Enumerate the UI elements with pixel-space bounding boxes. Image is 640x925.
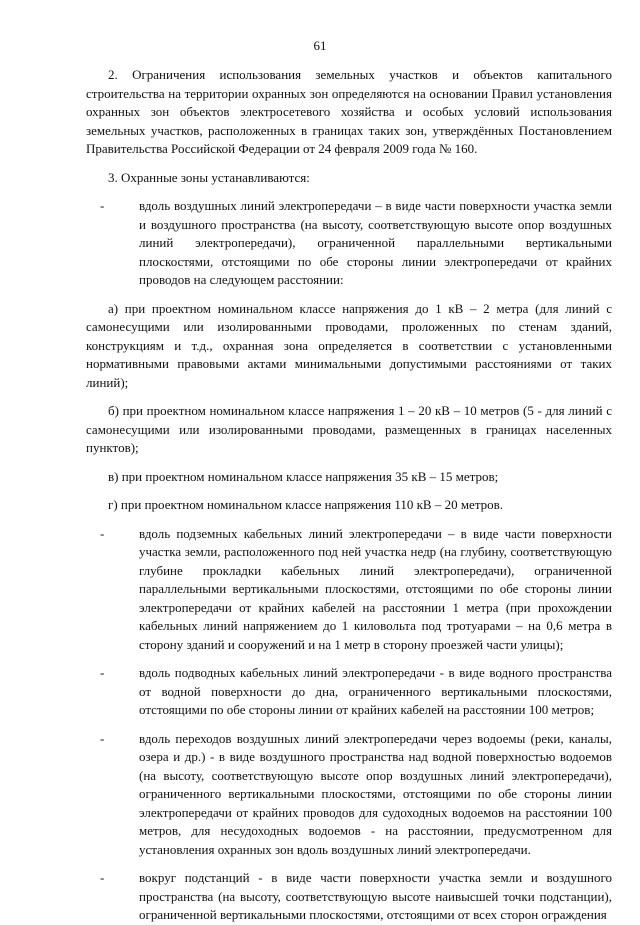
paragraph-b: б) при проектном номинальном классе напряжения 1 – 20 кВ – 10 метров (5 - для линий с самонесущими или изолированными проводами, размещенных в границах населенных пунктов); [86,403,612,455]
list-item-text: вокруг подстанций - в виде части поверхности участка земли и воздушного пространства (на высоту, соответствующую высоте наивысшей точки подстанции), ограниченной вертикальными плоскостями, отстоящими от всех сторон ограждения [139,870,612,922]
paragraph-v: в) при проектном номинальном классе напряжения 35 кВ – 15 метров; [108,468,499,484]
list-item-underwater-cables [86,664,612,720]
dash-marker: - [100,665,105,680]
list-item-text: вдоль переходов воздушных линий электропередачи через водоемы (реки, каналы, озера и др.) - в виде воздушного пространства над водной поверхностью водоемов (на высоту, соответствующую высоте опор воздушных линий электропередачи), ограниченного вертикальными плоскостями, отстоящими по обе стороны линии электропередачи от крайних проводов для судоходных водоемов на расстоянии 100 метров, для несудоходных водоемов - на расстоянии, предусмотренном для установления охранных зон вдоль воздушных линий электропередачи. [139,730,612,857]
dash-marker: - [100,198,105,213]
dash-marker: - [100,870,105,885]
dash-marker: - [100,525,105,541]
list-item-text: вдоль подводных кабельных линий электропередачи - в виде водного пространства от водной поверхности до дна, ограниченного вертикальными плоскостями, отстоящими по обе стороны линии от крайних кабелей на расстоянии 100 метров; [139,665,612,717]
page-number: 61 [313,38,327,53]
list-item-underground-cables [86,525,612,655]
list-item-text: вдоль воздушных линий электропередачи – в виде части поверхности участка земли и воздушного пространства (на высоту, соответствующую высоте опор воздушных линий электропередачи), ограниченной параллельными вертикальными плоскостями, отстоящими по обе стороны линии электропередачи от крайних проводов на следующем расстоянии: [139,198,612,287]
paragraph-g: г) при проектном номинальном классе напряжения 110 кВ – 20 метров. [108,497,504,512]
list-item-water-crossings [86,730,612,860]
paragraph-2: 2. Ограничения использования земельных участков и объектов капитального строительства на территории охранных зон определяются на основании Правил установления охранных зон объектов электросетевого хозяйства и особых условий использования земельных участков, расположенных в границах таких зон, утверждённых Постановлением Правительства Российской Федерации от 24 февраля 2009 года № 160. [86,67,612,156]
paragraph-3: 3. Охранные зоны устанавливаются: [108,169,310,185]
list-item-overhead-lines [86,197,612,290]
list-item-text: вдоль подземных кабельных линий электропередачи – в виде части поверхности участка земли, расположенного под ней участка недр (на глубину, соответствующую глубине прокладки кабельных линий электропередачи), ограниченной параллельными вертикальными плоскостями, отстоящими по обе стороны линии электропередачи от крайних кабелей на расстоянии 1 метра (при прохождении кабельных линий напряжением до 1 киловольта под тротуарами – на 0,6 метра в сторону зданий и сооружений и на 1 метр в сторону проезжей части улицы); [139,525,612,652]
list-item-substations [86,869,612,925]
document-body [86,66,612,925]
paragraph-a: а) при проектном номинальном классе напряжения до 1 кВ – 2 метра (для линий с самонесущими или изолированными проводами, проложенных по стенам зданий, конструкциям и т.д., охранная зона определяется в соответствии с установленными нормативными правовыми актами минимальными допустимыми расстояниями от таких линий); [86,300,612,390]
dash-marker: - [100,730,105,746]
